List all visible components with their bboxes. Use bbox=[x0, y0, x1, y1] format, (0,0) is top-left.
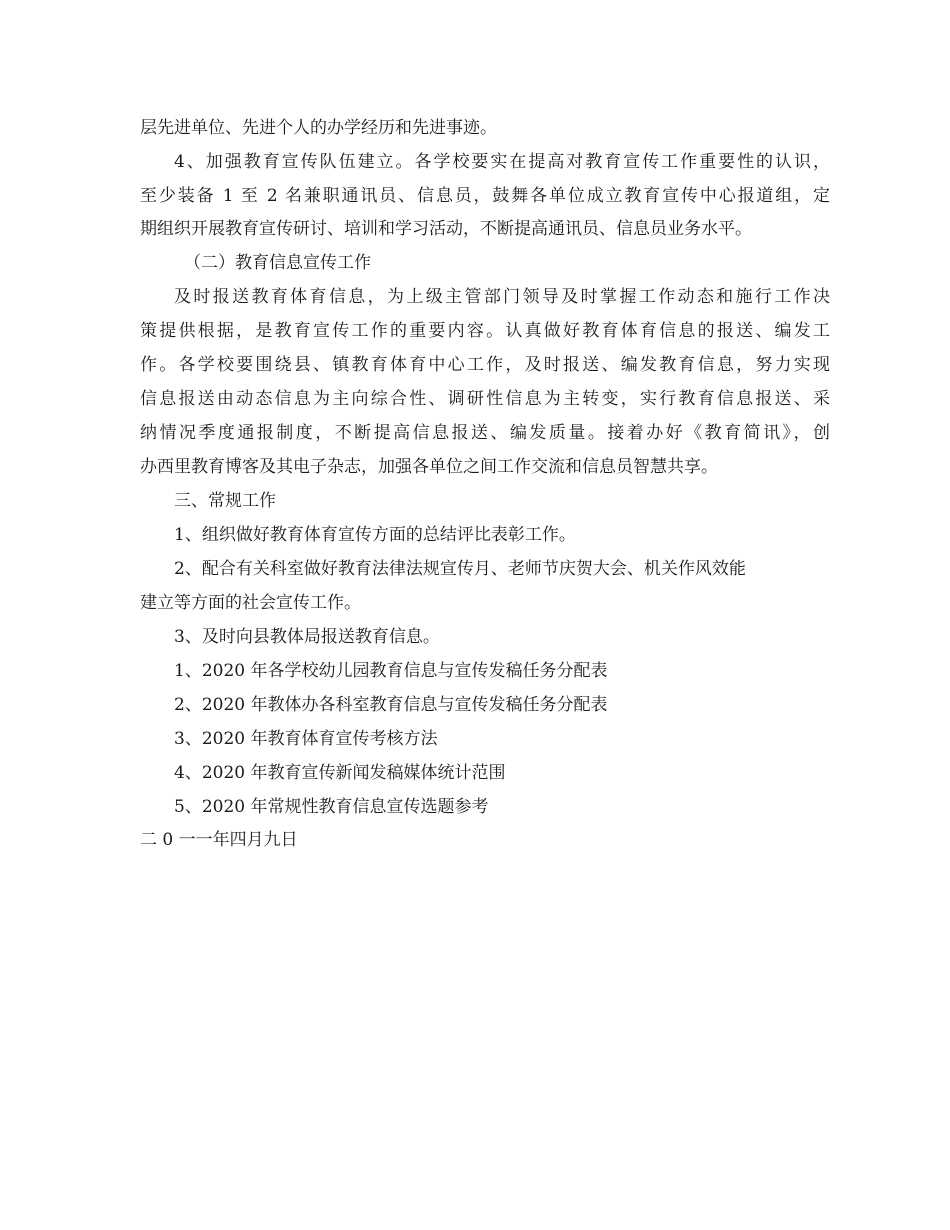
list-item: 3、及时向县教体局报送教育信息。 bbox=[174, 627, 440, 647]
section-heading: 三、常规工作 bbox=[174, 491, 276, 511]
paragraph-line: 纳情况季度通报制度，不断提高信息报送、编发质量。接着办好《教育简讯》，创 bbox=[140, 423, 830, 443]
paragraph-line: 建立等方面的社会宣传工作。 bbox=[140, 593, 361, 613]
document-date: 二 0 一一年四月九日 bbox=[140, 830, 298, 850]
attachment-item: 2、2020 年教体办各科室教育信息与宣传发稿任务分配表 bbox=[174, 695, 608, 715]
attachment-item: 1、2020 年各学校幼儿园教育信息与宣传发稿任务分配表 bbox=[174, 661, 608, 681]
attachment-item: 5、2020 年常规性教育信息宣传选题参考 bbox=[174, 797, 489, 817]
paragraph-line: 4、加强教育宣传队伍建立。各学校要实在提高对教育宣传工作重要性的认识， bbox=[174, 152, 830, 172]
attachment-item: 3、2020 年教育体育宣传考核方法 bbox=[174, 729, 438, 749]
paragraph-line: 作。各学校要围绕县、镇教育体育中心工作，及时报送、编发教育信息，努力实现 bbox=[140, 355, 830, 375]
paragraph-line: 期组织开展教育宣传研讨、培训和学习活动，不断提高通讯员、信息员业务水平。 bbox=[140, 219, 752, 239]
attachment-item: 4、2020 年教育宣传新闻发稿媒体统计范围 bbox=[174, 763, 506, 783]
paragraph-line: 策提供根据，是教育宣传工作的重要内容。认真做好教育体育信息的报送、编发工 bbox=[140, 321, 830, 341]
list-item: 1、组织做好教育体育宣传方面的总结评比表彰工作。 bbox=[174, 525, 576, 545]
paragraph-line: 及时报送教育体育信息，为上级主管部门领导及时掌握工作动态和施行工作决 bbox=[174, 287, 830, 307]
paragraph-line: 至少装备 1 至 2 名兼职通讯员、信息员，鼓舞各单位成立教育宣传中心报道组，定 bbox=[140, 186, 830, 206]
list-item: 2、配合有关科室做好教育法律法规宣传月、老师节庆贺大会、机关作风效能 bbox=[174, 559, 746, 579]
paragraph-line: 办西里教育博客及其电子杂志，加强各单位之间工作交流和信息员智慧共享。 bbox=[140, 457, 718, 477]
paragraph-line: 信息报送由动态信息为主向综合性、调研性信息为主转变，实行教育信息报送、采 bbox=[140, 389, 830, 409]
section-heading: （二）教育信息宣传工作 bbox=[184, 253, 371, 273]
paragraph-line: 层先进单位、先进个人的办学经历和先进事迹。 bbox=[140, 118, 497, 138]
